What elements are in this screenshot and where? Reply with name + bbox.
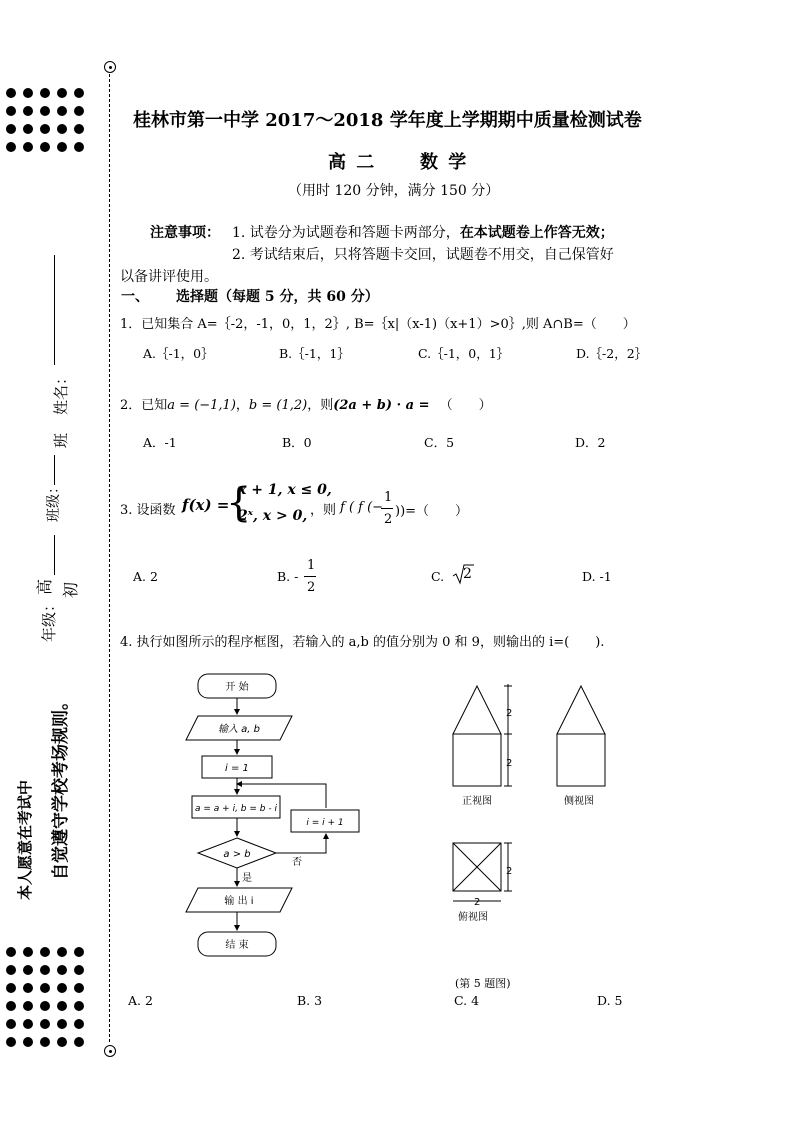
section-number: 一、 [121,289,149,305]
q2-option-c: C．5 [424,435,455,450]
q3-mid: ，则 [310,503,337,518]
q3-frac-den: 2 [384,512,393,527]
flowchart [180,668,380,964]
q4-option-c: C. 4 [454,993,480,1008]
q1-option-c: C.｛-1，0，1｝ [418,346,510,361]
grade-heading: 高 二 [328,152,377,173]
q3-option-b: B. - [277,569,299,584]
q1-option-a: A.｛-1，0｝ [143,346,214,361]
q2-vector-b: b = (1,2) [248,398,308,413]
q2-option-b: B．0 [282,435,312,450]
dim-top-height: 2 [506,708,513,719]
front-view-label: 正视图 [462,796,492,807]
flow-start: 开 始 [225,682,249,693]
class-label-2: 班级： [46,480,62,522]
time-info: （用时 120 分钟，满分 150 分） [288,183,500,199]
q3-expr-left: f ( f (− [340,500,384,515]
q3-option-c-radicand: 2 [463,566,472,582]
q2-option-d: D．2 [575,435,606,450]
q3-func: f(x) = [182,496,230,514]
dim-bottom-height: 2 [506,758,513,769]
q3-prefix: 3. 设函数 [120,503,176,518]
pledge-line-2: 自觉遵守学校考场规则。 [51,693,71,880]
dim-top-view-height: 2 [506,866,513,877]
binding-hole-top [104,61,116,73]
q3-option-b-bar [304,576,316,577]
q1-option-d: D.｛-2，2｝ [576,346,648,361]
q2-expression: (2a + b) · a = [333,398,430,413]
flow-input: 输入 a, b [217,724,261,735]
subject-heading: 数 学 [420,152,469,173]
name-underline [54,255,55,365]
q2-sep-1: ， [235,398,249,413]
q4-stem: 4. 执行如图所示的程序框图，若输入的 a,b 的值分别为 0 和 9，则输出的 i=( ). [120,635,605,650]
q3-frac-num: 1 [384,490,393,505]
top-dot-block [6,88,84,152]
flow-cond: a > b [223,849,251,860]
flow-incr: i = i + 1 [306,818,344,828]
binding-hole-bottom [104,1045,116,1057]
q3-frac-bar [381,508,393,509]
q4-option-a: A. 2 [128,993,153,1008]
q2-option-a: A．-1 [143,435,177,450]
name-label: 姓名： [52,369,70,415]
notice-label: 注意事项： [150,225,220,241]
q3-brace: { [226,480,252,526]
q2-stem [120,394,492,413]
notice-item-1-plain: 1. 试卷分为试题卷和答题卡两部分， [232,225,460,241]
q2-sep-2: ，则 [307,398,334,413]
q3-option-a: A. 2 [133,569,158,584]
q3-option-c: C. [431,569,445,584]
pledge-line-1: 本人愿意在考试中 [16,779,34,900]
binding-dashed-line [109,74,110,1042]
q2-prefix: 2．已知 [120,398,168,413]
flow-init: i = 1 [225,763,249,774]
grade-label: 年级： [40,596,58,642]
dim-top-view-width: 2 [474,897,481,908]
grade-underline [54,535,55,575]
grade-value-senior: 高 [35,578,54,595]
bottom-dot-block [6,947,84,1047]
grade-value-junior: 初 [61,581,80,598]
exam-title: 桂林市第一中学 2017～2018 学年度上学期期中质量检测试卷 [133,110,642,131]
top-view-label: 俯视图 [458,912,488,923]
q3-option-b-den: 2 [307,580,316,595]
q3-expr-right: ))=（ ） [395,504,469,519]
notice-item-1-bold: 在本试题卷上作答无效； [459,225,614,241]
q4-option-b: B. 3 [297,993,323,1008]
q3-option-b-num: 1 [307,558,316,573]
flow-no: 否 [292,857,302,868]
q3-option-d: D. -1 [582,569,612,584]
section-title: 选择题（每题 5 分，共 60 分） [176,289,379,305]
q3-case-2: 2ˣ, x > 0, [238,508,308,524]
notice-item-2: 2. 考试结束后，只将答题卡交回，试题卷不用交，自己保管好 [232,247,614,263]
side-view-label: 侧视图 [564,796,594,807]
notice-item-1 [232,222,614,242]
q4-option-d: D. 5 [597,993,623,1008]
figure-caption: (第 5 题图) [455,977,511,990]
flow-assign: a = a + i, b = b - i [195,804,277,814]
q1-option-b: B.｛-1，1｝ [279,346,350,361]
class-label: 班 [52,432,70,448]
three-views-figure [440,676,620,928]
q2-paren: （ ） [439,398,492,413]
q2-vector-a: a = (−1,1) [167,398,236,413]
flow-yes: 是 [242,873,252,884]
notice-item-2-cont: 以备讲评使用。 [120,269,218,285]
q1-stem: 1．已知集合 A=｛-2，-1，0，1，2｝, B=｛x|（x-1)（x+1）>0｝,则 A∩B=（ ） [120,317,636,332]
flow-output: 输 出 i [224,896,254,907]
q3-case-1: x + 1, x ≤ 0, [238,482,332,498]
flow-end: 结 束 [225,940,249,951]
